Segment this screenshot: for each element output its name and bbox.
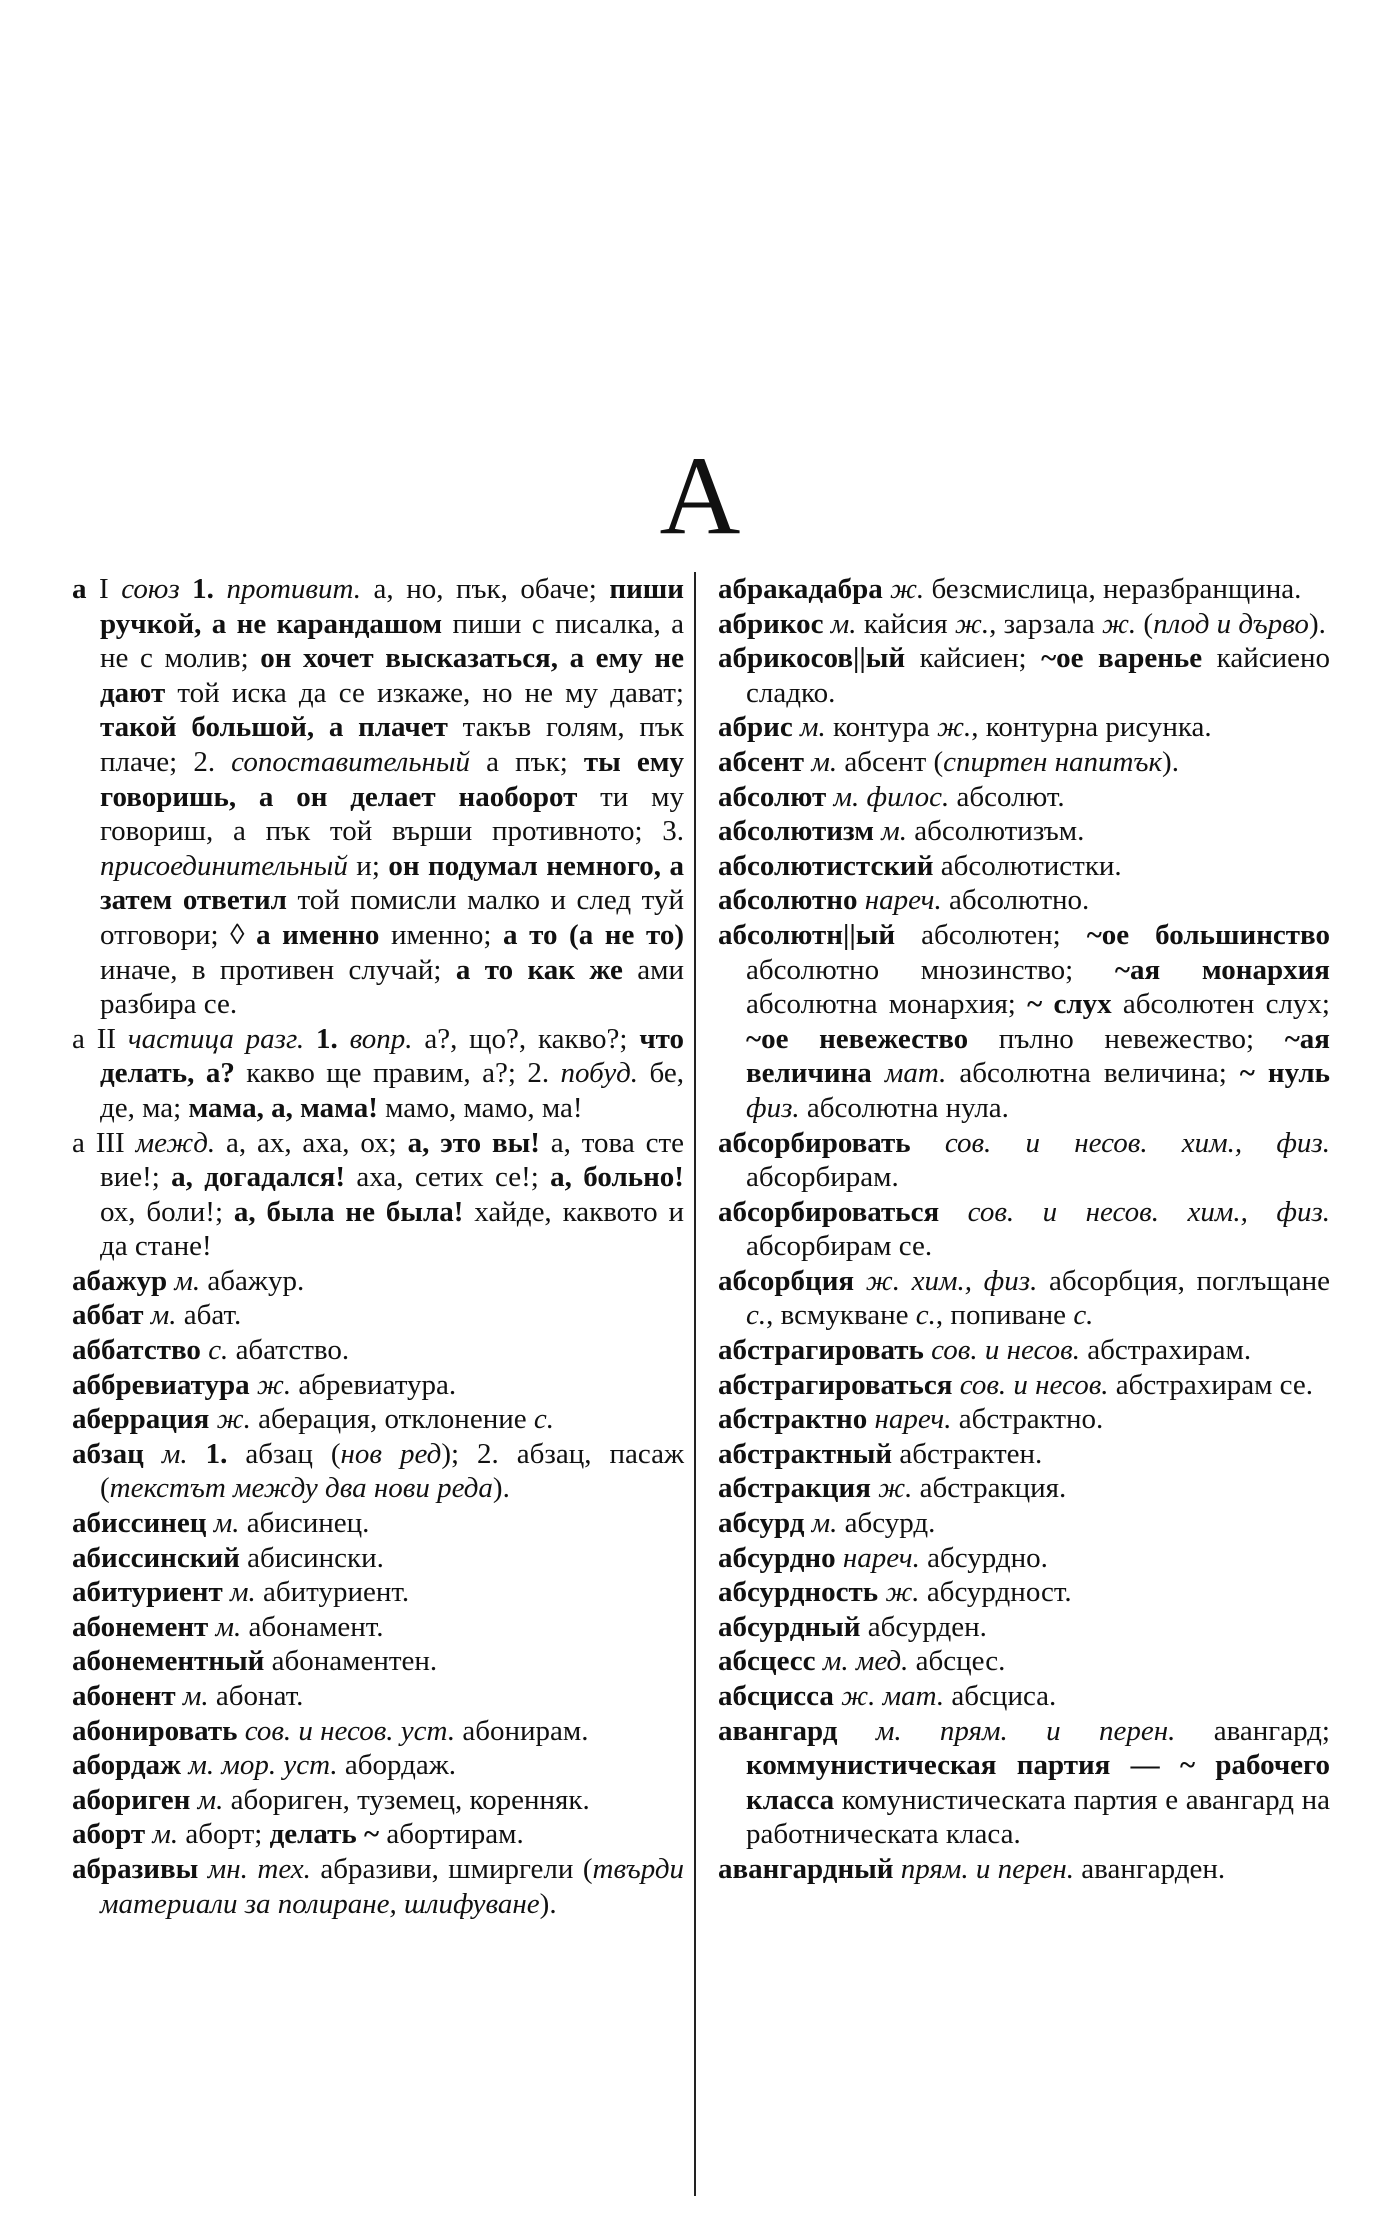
- headword-text: ~ое большинство: [1086, 918, 1330, 951]
- dictionary-entry: [718, 918, 1330, 1126]
- dictionary-entry: [72, 1126, 684, 1264]
- grammar-label: межд.: [135, 1126, 216, 1159]
- translation-text: [209, 1403, 216, 1435]
- headword-text: абсурдный: [718, 1610, 861, 1643]
- headword-text: аббатство: [72, 1334, 201, 1367]
- translation-text: [867, 1403, 874, 1435]
- grammar-label: ж.: [216, 1403, 251, 1436]
- translation-text: ами разбира се.: [100, 953, 684, 1021]
- headword-text: он хочет высказаться, а ему не дают: [100, 642, 684, 709]
- grammar-label: с.: [1073, 1299, 1094, 1332]
- translation-text: абсорбирам се.: [746, 1230, 933, 1263]
- grammar-label: ж.: [256, 1368, 292, 1401]
- grammar-label: м.: [799, 711, 826, 744]
- grammar-label: сов. и несов. хим., физ.: [944, 1126, 1330, 1159]
- headword-text: ~ая монархия: [1114, 953, 1330, 986]
- dictionary-entry: [72, 1264, 684, 1299]
- dictionary-entry: [72, 1298, 684, 1333]
- translation-text: бе, де, ма;: [100, 1057, 684, 1124]
- translation-text: [858, 884, 865, 916]
- dictionary-entry: [72, 1333, 684, 1368]
- dictionary-entry: [72, 1852, 684, 1921]
- translation-text: , зарзала: [989, 607, 1102, 640]
- grammar-label: м. прям. и перен.: [875, 1714, 1176, 1747]
- headword-text: пиши ручкой, а не карандашом: [100, 573, 685, 640]
- headword-text: ~ нуль: [1239, 1057, 1330, 1090]
- headword-text: абстрактный: [718, 1437, 893, 1470]
- translation-text: [872, 1057, 885, 1089]
- translation-text: [939, 1196, 968, 1228]
- dictionary-entry: [718, 1126, 1330, 1195]
- headword-text: ~ое варенье: [1041, 642, 1203, 675]
- grammar-label: ж.: [954, 607, 990, 640]
- translation-text: абсцес.: [908, 1645, 1006, 1678]
- translation-text: кайсиен;: [905, 642, 1042, 675]
- headword-text: абсент: [718, 745, 805, 778]
- grammar-label: ж. мат.: [841, 1680, 945, 1712]
- translation-text: абсолютна нула.: [799, 1091, 1009, 1124]
- headword-text: абстрагироваться: [718, 1368, 953, 1401]
- translation-text: а пък;: [470, 745, 584, 778]
- dictionary-entry: [718, 641, 1330, 710]
- headword-text: он подумал немного, а затем ответил: [100, 849, 684, 917]
- dictionary-entry: [718, 814, 1330, 849]
- translation-text: той иска да се изкаже, но не му дават;: [165, 676, 684, 709]
- grammar-label: сов. и несов.: [959, 1368, 1109, 1401]
- grammar-label: м. филос.: [833, 780, 950, 813]
- translation-text: ти му говориш, а пък той върши противното; 3.: [100, 780, 684, 848]
- headword-text: абрикос: [718, 607, 824, 640]
- headword-text: абсурд: [718, 1507, 805, 1540]
- grammar-label: м.: [152, 1818, 179, 1851]
- translation-text: аха, сетих се!;: [345, 1161, 551, 1194]
- grammar-label: сопоставительный: [231, 745, 471, 778]
- headword-text: абсолют: [718, 780, 827, 813]
- translation-text: именно;: [379, 918, 503, 951]
- translation-text: (: [1136, 607, 1154, 640]
- dictionary-entry: [718, 1852, 1330, 1887]
- translation-text: абат.: [176, 1299, 242, 1332]
- dictionary-entry: [72, 1644, 684, 1679]
- translation-text: абисинец.: [239, 1507, 370, 1540]
- translation-text: абонаментен.: [264, 1645, 438, 1678]
- translation-text: [144, 1299, 151, 1331]
- grammar-label: вопр.: [349, 1022, 413, 1055]
- grammar-label: противит.: [226, 573, 362, 605]
- translation-text: [180, 573, 193, 605]
- translation-text: ).: [492, 1472, 510, 1505]
- grammar-label: м.: [150, 1299, 177, 1332]
- translation-text: [206, 1507, 213, 1539]
- grammar-label: м. мор. уст.: [188, 1749, 338, 1782]
- headword-text: абсцесс: [718, 1645, 816, 1678]
- dictionary-entry: [72, 1783, 684, 1818]
- grammar-label: м.: [174, 1264, 201, 1297]
- dictionary-entry: [718, 849, 1330, 884]
- translation-text: [338, 1023, 350, 1055]
- translation-text: и;: [347, 849, 389, 882]
- headword-text: ~ая величина: [746, 1022, 1330, 1090]
- translation-text: ); 2. абзац, пасаж (: [100, 1437, 685, 1505]
- headword-text: абсолютистский: [718, 849, 934, 882]
- grammar-label: ж.: [878, 1472, 913, 1505]
- translation-text: [214, 573, 227, 605]
- dictionary-entry: [718, 1506, 1330, 1541]
- dictionary-entry: [718, 745, 1330, 780]
- grammar-label: сов. и несов. уст.: [244, 1714, 456, 1747]
- grammar-label: плод и дърво: [1153, 607, 1309, 640]
- translation-text: [952, 1369, 959, 1401]
- translation-text: а III: [72, 1126, 136, 1159]
- translation-text: [911, 1127, 945, 1159]
- translation-text: безсмислица, неразбранщина.: [924, 573, 1302, 605]
- headword-text: 1.: [205, 1437, 228, 1470]
- translation-text: абсолютно мнозинство;: [746, 953, 1115, 986]
- translation-text: абатство.: [228, 1334, 350, 1367]
- translation-text: абонат.: [208, 1680, 304, 1712]
- translation-text: абстрактен.: [892, 1437, 1043, 1470]
- translation-text: [824, 608, 831, 640]
- dictionary-entry: [718, 572, 1330, 607]
- translation-text: кайсиено сладко.: [746, 642, 1330, 709]
- headword-text: а то (а не то): [502, 918, 685, 951]
- grammar-label: частица разг.: [127, 1022, 305, 1055]
- headword-text: что делать, а?: [100, 1022, 685, 1090]
- headword-text: а, больно!: [550, 1161, 684, 1194]
- headword-text: абсорбировать: [718, 1126, 911, 1159]
- translation-text: абстрахирам.: [1079, 1334, 1252, 1367]
- dictionary-entry: [718, 1437, 1330, 1472]
- translation-text: [894, 1853, 901, 1885]
- translation-text: абсолютен;: [895, 918, 1087, 951]
- dictionary-entry: [72, 1610, 684, 1645]
- translation-text: абревиатура.: [291, 1368, 457, 1401]
- headword-text: аббат: [72, 1299, 144, 1332]
- headword-text: абсолютизм: [718, 815, 874, 848]
- translation-text: [188, 1438, 206, 1470]
- translation-text: [837, 1715, 875, 1747]
- dictionary-entry: [718, 1541, 1330, 1576]
- headword-text: абразивы: [72, 1852, 199, 1885]
- grammar-label: м.: [230, 1576, 256, 1609]
- translation-text: ).: [1162, 745, 1179, 778]
- headword-text: а то как же: [455, 953, 623, 986]
- headword-text: ты ему говоришь, а он делает наоборот: [100, 745, 685, 813]
- dictionary-entry: [718, 1402, 1330, 1437]
- headword-text: такой большой, а плачет: [100, 711, 448, 744]
- dictionary-entry: [72, 1714, 684, 1749]
- grammar-label: м.: [182, 1680, 209, 1712]
- headword-text: а, это вы!: [407, 1126, 540, 1159]
- grammar-label: физ.: [746, 1091, 800, 1124]
- dictionary-entry: [718, 780, 1330, 815]
- headword-text: аборт: [72, 1818, 146, 1851]
- headword-text: абордаж: [72, 1749, 182, 1782]
- dictionary-entry: [72, 572, 684, 1022]
- translation-text: абсент (: [837, 745, 944, 778]
- headword-text: аббревиатура: [72, 1368, 250, 1401]
- translation-text: абзац (: [227, 1437, 341, 1470]
- translation-text: абсолют.: [949, 780, 1065, 813]
- translation-text: пълно невежество;: [968, 1022, 1285, 1055]
- grammar-label: спиртен напитък: [943, 745, 1163, 778]
- dictionary-entry: [72, 1575, 684, 1610]
- headword-text: абиссинец: [72, 1507, 207, 1540]
- headword-text: абрис: [718, 711, 793, 744]
- dictionary-entry: [718, 607, 1330, 642]
- headword-text: авангард: [718, 1714, 838, 1747]
- headword-text: абиссинский: [72, 1541, 240, 1574]
- grammar-label: нов ред: [340, 1437, 442, 1470]
- translation-text: [250, 1369, 257, 1401]
- translation-text: аборт;: [178, 1818, 270, 1851]
- translation-text: , контурна рисунка.: [971, 711, 1212, 744]
- grammar-label: нареч.: [842, 1541, 920, 1574]
- grammar-label: мн. тех.: [207, 1852, 311, 1885]
- translation-text: такъв голям, пък плаче; 2.: [100, 711, 684, 778]
- translation-text: а, това сте вие!;: [100, 1126, 684, 1194]
- translation-text: какво ще правим, а?; 2.: [234, 1057, 561, 1090]
- headword-text: абажур: [72, 1264, 168, 1297]
- translation-text: контура: [825, 711, 938, 744]
- translation-text: абитуриент.: [255, 1576, 410, 1609]
- dictionary-entry: [718, 1471, 1330, 1506]
- grammar-label: с.: [208, 1334, 229, 1367]
- dictionary-entry: [72, 1541, 684, 1576]
- dictionary-entry: [72, 1817, 684, 1852]
- headword-text: мама, а, мама!: [188, 1091, 378, 1124]
- headword-text: аберрация: [72, 1403, 210, 1436]
- grammar-label: м.: [811, 1507, 838, 1540]
- headword-text: абрикосов||ый: [718, 642, 906, 675]
- translation-text: ).: [539, 1887, 557, 1920]
- grammar-label: ж. хим., физ.: [865, 1264, 1038, 1297]
- headword-text: абсорбироваться: [718, 1195, 940, 1228]
- translation-text: авангард;: [1175, 1714, 1330, 1747]
- translation-text: [223, 1576, 230, 1608]
- translation-text: той помисли малко и след туй отговори; ◊: [100, 884, 684, 951]
- headword-text: абонемент: [72, 1610, 209, 1643]
- headword-text: а именно: [256, 918, 380, 951]
- translation-text: , всмукване: [766, 1299, 916, 1332]
- headword-text: а: [72, 573, 87, 605]
- dictionary-entry: [718, 710, 1330, 745]
- headword-text: абстракция: [718, 1472, 871, 1505]
- headword-text: абсцисса: [718, 1680, 834, 1712]
- grammar-label: прям. и перен.: [900, 1852, 1075, 1885]
- translation-text: , попиване: [935, 1299, 1074, 1332]
- dictionary-entry: [72, 1402, 684, 1437]
- translation-text: кайсия: [856, 607, 955, 640]
- headword-text: 1.: [316, 1022, 338, 1055]
- headword-text: абсолютн||ый: [718, 918, 896, 951]
- grammar-label: м.: [830, 607, 857, 640]
- headword-text: абориген: [72, 1783, 191, 1816]
- translation-text: абсолютистки.: [933, 849, 1122, 882]
- grammar-label: ж.: [885, 1576, 920, 1609]
- translation-text: авангарден.: [1074, 1852, 1226, 1885]
- headword-text: абонементный: [72, 1645, 265, 1678]
- headword-text: абсолютно: [718, 884, 858, 917]
- grammar-label: нареч.: [874, 1403, 952, 1436]
- left-column: [72, 572, 684, 1921]
- headword-text: абсурдно: [718, 1541, 836, 1574]
- translation-text: [816, 1645, 823, 1677]
- dictionary-entry: [718, 1333, 1330, 1368]
- grammar-label: побуд.: [560, 1057, 639, 1090]
- grammar-label: нареч.: [864, 884, 942, 917]
- translation-text: I: [86, 573, 122, 605]
- headword-text: абзац: [72, 1437, 144, 1470]
- translation-text: [836, 1542, 843, 1574]
- dictionary-entry: [718, 883, 1330, 918]
- headword-text: абсурдность: [718, 1576, 879, 1609]
- headword-text: абонировать: [72, 1714, 238, 1747]
- translation-text: [237, 1715, 244, 1747]
- translation-text: абсорбция, поглъщане: [1037, 1264, 1331, 1297]
- dictionary-entry: [718, 1610, 1330, 1645]
- translation-text: абсолютно.: [941, 884, 1090, 917]
- grammar-label: сов. и несов.: [931, 1334, 1080, 1367]
- headword-text: абстрагировать: [718, 1334, 924, 1367]
- grammar-label: ж.: [1101, 607, 1137, 640]
- grammar-label: с.: [746, 1299, 767, 1332]
- headword-text: абсорбция: [718, 1264, 855, 1297]
- translation-text: абонирам.: [455, 1714, 589, 1747]
- grammar-label: м.: [215, 1610, 242, 1643]
- translation-text: [190, 1784, 197, 1816]
- column-divider: [694, 572, 696, 2196]
- dictionary-entry: [718, 1575, 1330, 1610]
- translation-text: абориген, туземец, коренняк.: [223, 1783, 590, 1816]
- grammar-label: м.: [881, 815, 908, 848]
- translation-text: хайде, каквото и да стане!: [100, 1195, 685, 1263]
- translation-text: абстрахирам се.: [1108, 1368, 1314, 1401]
- translation-text: аберация, отклонение: [250, 1403, 534, 1436]
- translation-text: [826, 781, 833, 813]
- headword-text: абракадабра: [718, 573, 883, 605]
- dictionary-entry: [72, 1022, 684, 1126]
- headword-text: ~ слух: [1027, 988, 1112, 1021]
- headword-text: авангардный: [718, 1852, 894, 1885]
- dictionary-entry: [72, 1368, 684, 1403]
- translation-text: абсорбирам.: [746, 1161, 899, 1194]
- translation-text: [176, 1680, 183, 1712]
- translation-text: а?, що?, какво?;: [412, 1022, 640, 1055]
- dictionary-entry: [718, 1264, 1330, 1333]
- translation-text: [883, 573, 890, 605]
- grammar-label: ж.: [937, 711, 972, 744]
- grammar-label: м.: [161, 1437, 188, 1470]
- translation-text: мамо, мамо, ма!: [377, 1091, 583, 1124]
- translation-text: [804, 1507, 811, 1539]
- translation-text: ох, боли!;: [100, 1195, 234, 1228]
- translation-text: абсурд.: [837, 1507, 936, 1540]
- dictionary-entry: [718, 1679, 1330, 1714]
- headword-text: делать ~: [269, 1818, 380, 1851]
- headword-text: 1.: [192, 573, 214, 605]
- translation-text: [304, 1023, 316, 1055]
- translation-text: абсурден.: [860, 1610, 987, 1643]
- translation-text: абсциса.: [944, 1680, 1057, 1712]
- headword-text: а, догадался!: [171, 1161, 346, 1194]
- dictionary-entry: [72, 1506, 684, 1541]
- translation-text: а, но, пък, обаче;: [361, 573, 610, 605]
- translation-text: абортирам.: [379, 1818, 524, 1851]
- headword-text: коммунистическая партия — ~ рабочего класса: [746, 1749, 1330, 1816]
- translation-text: а, ах, аха, ох;: [215, 1126, 408, 1159]
- grammar-label: м.: [213, 1507, 240, 1540]
- headword-text: а, была не была!: [233, 1195, 464, 1228]
- translation-text: пиши с писалка, а не с молив;: [100, 607, 684, 675]
- translation-text: абажур.: [200, 1264, 305, 1297]
- dictionary-entry: [72, 1437, 684, 1506]
- translation-text: а II: [72, 1022, 128, 1055]
- grammar-label: союз: [121, 573, 180, 605]
- grammar-label: с.: [533, 1403, 554, 1436]
- translation-text: абисински.: [239, 1541, 384, 1574]
- translation-text: комунистическата партия е авангард на работническата класа.: [746, 1783, 1330, 1851]
- headword-text: абонент: [72, 1680, 176, 1712]
- headword-text: ~ое невежество: [746, 1022, 969, 1055]
- dictionary-entry: [718, 1644, 1330, 1679]
- grammar-label: м. мед.: [822, 1645, 909, 1678]
- dictionary-entry: [72, 1748, 684, 1783]
- translation-text: абстракция.: [912, 1472, 1067, 1505]
- translation-text: абстрактно.: [951, 1403, 1104, 1436]
- translation-text: [198, 1853, 207, 1885]
- translation-text: абсолютна монархия;: [746, 988, 1028, 1021]
- dictionary-entry: [72, 1679, 684, 1714]
- grammar-label: твърди материали за полиране, шлифуване: [100, 1852, 685, 1920]
- grammar-label: текстът между два нови реда: [109, 1472, 493, 1505]
- dictionary-entry: [718, 1714, 1330, 1852]
- right-column: [718, 572, 1330, 1887]
- grammar-label: с.: [915, 1299, 936, 1332]
- dictionary-entry: [718, 1368, 1330, 1403]
- grammar-label: сов. и несов. хим., физ.: [967, 1195, 1331, 1228]
- grammar-label: присоединительный: [100, 849, 348, 882]
- translation-text: [854, 1265, 866, 1297]
- dictionary-entry: [718, 1195, 1330, 1264]
- grammar-label: мат.: [884, 1057, 947, 1090]
- translation-text: [208, 1611, 215, 1643]
- grammar-label: м.: [811, 745, 838, 778]
- headword-text: абитуриент: [72, 1576, 223, 1609]
- translation-text: абсолютен слух;: [1111, 988, 1330, 1021]
- translation-text: [144, 1438, 162, 1470]
- grammar-label: ж.: [889, 573, 925, 605]
- translation-text: абонамент.: [241, 1610, 384, 1643]
- translation-text: иначе, в противен случай;: [100, 953, 456, 986]
- translation-text: абсурдно.: [919, 1541, 1048, 1574]
- translation-text: абсурдност.: [919, 1576, 1072, 1609]
- translation-text: абразиви, шмиргели (: [310, 1852, 593, 1885]
- translation-text: абсолютизъм.: [907, 815, 1085, 848]
- headword-text: абстрактно: [718, 1403, 868, 1436]
- translation-text: ).: [1308, 607, 1326, 640]
- section-letter: А: [659, 434, 741, 558]
- translation-text: абсолютна величина;: [946, 1057, 1240, 1090]
- translation-text: абордаж.: [337, 1749, 457, 1782]
- translation-text: [793, 711, 800, 743]
- grammar-label: м.: [197, 1783, 224, 1816]
